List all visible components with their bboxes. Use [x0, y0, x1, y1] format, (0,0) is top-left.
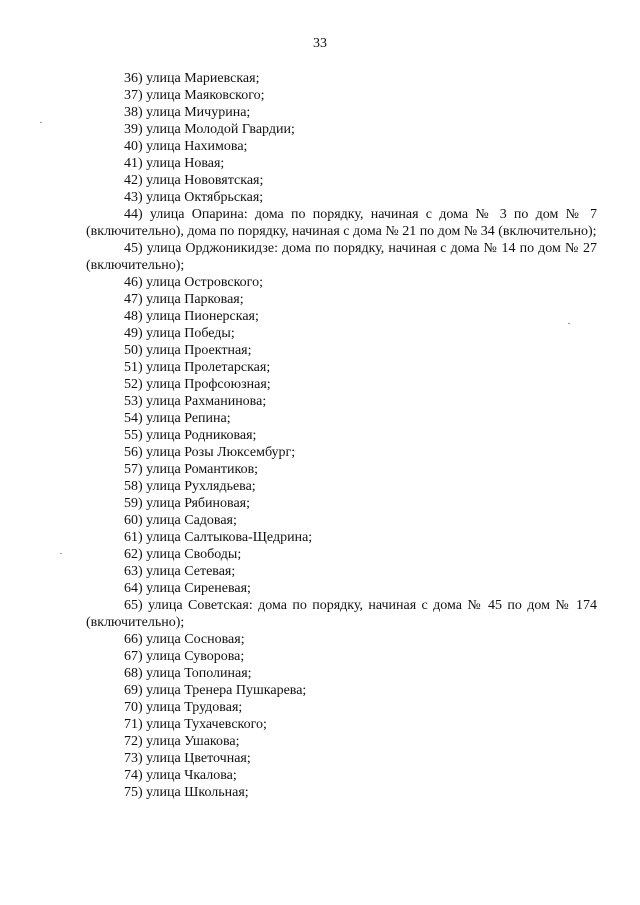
street-list-item: 72) улица Ушакова; [124, 734, 240, 749]
street-list [86, 70, 597, 801]
street-list-item: 74) улица Чкалова; [124, 768, 237, 783]
street-list-item: 36) улица Мариевская; [124, 71, 260, 86]
scan-speck [40, 122, 42, 123]
street-list-item: 66) улица Сосновая; [124, 632, 245, 647]
street-list-item: 40) улица Нахимова; [124, 139, 248, 154]
street-list-item: 57) улица Романтиков; [124, 462, 259, 477]
street-list-item: 53) улица Рахманинова; [124, 394, 267, 409]
street-list-item: 64) улица Сиреневая; [124, 581, 251, 596]
street-list-item: 44) улица Опарина: дома по порядку, начиная с дома № 3 по дом № 7 (включительно), дома по порядку, начиная с дома № 21 по дом № 34 (включительно); [86, 207, 597, 239]
street-list-item: 43) улица Октябрьская; [124, 190, 264, 205]
street-list-item: 41) улица Новая; [124, 156, 225, 171]
street-list-item: 68) улица Тополиная; [124, 666, 252, 681]
street-list-item: 62) улица Свободы; [124, 547, 242, 562]
street-list-item: 46) улица Островского; [124, 275, 263, 290]
street-list-item: 38) улица Мичурина; [124, 105, 251, 120]
street-list-item: 73) улица Цветочная; [124, 751, 251, 766]
street-list-item: 69) улица Тренера Пушкарева; [124, 683, 307, 698]
street-list-item: 52) улица Профсоюзная; [124, 377, 271, 392]
street-list-item: 45) улица Орджоникидзе: дома по порядку, начиная с дома № 14 по дом № 27 (включительно); [86, 241, 597, 273]
street-list-item: 60) улица Садовая; [124, 513, 237, 528]
street-list-item: 59) улица Рябиновая; [124, 496, 250, 511]
street-list-item: 63) улица Сетевая; [124, 564, 236, 579]
scan-speck [60, 553, 62, 554]
street-list-item: 71) улица Тухачевского; [124, 717, 267, 732]
street-list-item: 49) улица Победы; [124, 326, 235, 341]
street-list-item: 48) улица Пионерская; [124, 309, 259, 324]
street-list-item: 70) улица Трудовая; [124, 700, 243, 715]
street-list-item: 65) улица Советская: дома по порядку, начиная с дома № 45 по дом № 174 (включительно); [86, 598, 597, 630]
street-list-item: 51) улица Пролетарская; [124, 360, 271, 375]
street-list-item: 54) улица Репина; [124, 411, 231, 426]
scan-speck [568, 323, 570, 324]
street-list-item: 67) улица Суворова; [124, 649, 245, 664]
street-list-item: 47) улица Парковая; [124, 292, 244, 307]
page-number: 33 [313, 36, 327, 51]
street-list-item: 42) улица Нововятская; [124, 173, 264, 188]
street-list-item: 39) улица Молодой Гвардии; [124, 122, 295, 137]
street-list-item: 75) улица Школьная; [124, 785, 249, 800]
street-list-item: 37) улица Маяковского; [124, 88, 265, 103]
street-list-item: 50) улица Проектная; [124, 343, 252, 358]
street-list-item: 56) улица Розы Люксембург; [124, 445, 296, 460]
street-list-item: 55) улица Родниковая; [124, 428, 257, 443]
street-list-item: 61) улица Салтыкова-Щедрина; [124, 530, 313, 545]
street-list-item: 58) улица Рухлядьева; [124, 479, 256, 494]
